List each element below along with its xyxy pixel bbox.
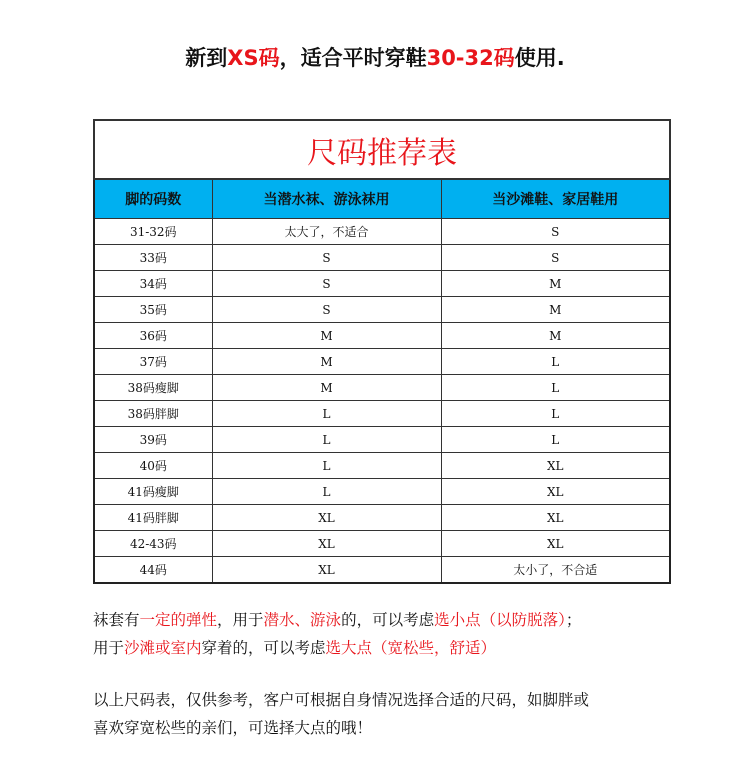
table-row <box>94 531 670 557</box>
beach-shoes-size-cell: L <box>441 349 670 375</box>
table-row <box>94 375 670 401</box>
headline-part-5: 使用. <box>514 46 565 70</box>
note-highlight: 潜水、游泳 <box>263 611 342 629</box>
header-foot-size: 脚的码数 <box>94 179 212 219</box>
table-row <box>94 245 670 271</box>
table-title: 尺码推荐表 <box>94 120 670 179</box>
diving-socks-size-cell: S <box>212 297 441 323</box>
beach-shoes-size-cell: M <box>441 323 670 349</box>
beach-shoes-size-cell: XL <box>441 453 670 479</box>
note-text: ，用于 <box>217 611 264 629</box>
diving-socks-size-cell: L <box>212 401 441 427</box>
foot-size-cell: 36码 <box>94 323 212 349</box>
foot-size-cell: 41码瘦脚 <box>94 479 212 505</box>
headline <box>0 42 750 72</box>
usage-note <box>93 606 581 662</box>
note-highlight: 一定的弹性 <box>139 611 218 629</box>
beach-shoes-size-cell: 太小了，不合适 <box>441 557 670 584</box>
note-highlight: 选大点（宽松些，舒适） <box>325 639 497 657</box>
beach-shoes-size-cell: XL <box>441 479 670 505</box>
table-row <box>94 297 670 323</box>
table-row <box>94 219 670 245</box>
diving-socks-size-cell: S <box>212 271 441 297</box>
note-text: 用于 <box>93 639 125 657</box>
foot-size-cell: 35码 <box>94 297 212 323</box>
header-beach-shoes: 当沙滩鞋、家居鞋用 <box>441 179 670 219</box>
diving-socks-size-cell: M <box>212 375 441 401</box>
beach-shoes-size-cell: XL <box>441 505 670 531</box>
table-row <box>94 323 670 349</box>
headline-size-xs: XS码 <box>227 46 280 70</box>
foot-size-cell: 41码胖脚 <box>94 505 212 531</box>
diving-socks-size-cell: S <box>212 245 441 271</box>
diving-socks-size-cell: L <box>212 427 441 453</box>
disclaimer-line-2: 喜欢穿宽松些的亲们，可选择大点的哦！ <box>93 719 373 737</box>
table-header-row <box>94 179 670 219</box>
beach-shoes-size-cell: XL <box>441 531 670 557</box>
beach-shoes-size-cell: M <box>441 297 670 323</box>
diving-socks-size-cell: M <box>212 323 441 349</box>
table-row <box>94 505 670 531</box>
note-highlight: 沙滩或室内 <box>124 639 202 657</box>
diving-socks-size-cell: M <box>212 349 441 375</box>
beach-shoes-size-cell: S <box>441 219 670 245</box>
foot-size-cell: 38码胖脚 <box>94 401 212 427</box>
foot-size-cell: 44码 <box>94 557 212 584</box>
headline-part-1: 新到 <box>185 46 228 70</box>
foot-size-cell: 33码 <box>94 245 212 271</box>
foot-size-cell: 40码 <box>94 453 212 479</box>
note-highlight: 选小点（以防脱落） <box>434 611 566 629</box>
beach-shoes-size-cell: S <box>441 245 670 271</box>
table-row <box>94 479 670 505</box>
header-diving-socks: 当潜水袜、游泳袜用 <box>212 179 441 219</box>
foot-size-cell: 31-32码 <box>94 219 212 245</box>
table-row <box>94 453 670 479</box>
note-text: 的，可以考虑 <box>341 611 435 629</box>
diving-socks-size-cell: XL <box>212 531 441 557</box>
note-text: ； <box>565 611 582 629</box>
foot-size-cell: 38码瘦脚 <box>94 375 212 401</box>
diving-socks-size-cell: XL <box>212 557 441 584</box>
diving-socks-size-cell: 太大了，不适合 <box>212 219 441 245</box>
foot-size-cell: 34码 <box>94 271 212 297</box>
beach-shoes-size-cell: L <box>441 401 670 427</box>
headline-shoe-size: 30-32码 <box>426 46 515 70</box>
table-row <box>94 427 670 453</box>
diving-socks-size-cell: L <box>212 479 441 505</box>
disclaimer-line-1: 以上尺码表，仅供参考，客户可根据自身情况选择合适的尺码，如脚胖或 <box>93 691 590 709</box>
note-text: 袜套有 <box>93 611 140 629</box>
headline-part-3: ，适合平时穿鞋 <box>279 46 427 70</box>
beach-shoes-size-cell: L <box>441 375 670 401</box>
diving-socks-size-cell: XL <box>212 505 441 531</box>
disclaimer-note <box>93 686 589 742</box>
diving-socks-size-cell: L <box>212 453 441 479</box>
note-text: 穿着的，可以考虑 <box>201 639 326 657</box>
foot-size-cell: 42-43码 <box>94 531 212 557</box>
table-row <box>94 349 670 375</box>
beach-shoes-size-cell: L <box>441 427 670 453</box>
table-row <box>94 401 670 427</box>
usage-note-line-1 <box>93 606 581 634</box>
size-recommendation-table <box>93 119 671 584</box>
beach-shoes-size-cell: M <box>441 271 670 297</box>
foot-size-cell: 39码 <box>94 427 212 453</box>
usage-note-line-2 <box>93 634 581 662</box>
foot-size-cell: 37码 <box>94 349 212 375</box>
table-row <box>94 557 670 584</box>
table-row <box>94 271 670 297</box>
